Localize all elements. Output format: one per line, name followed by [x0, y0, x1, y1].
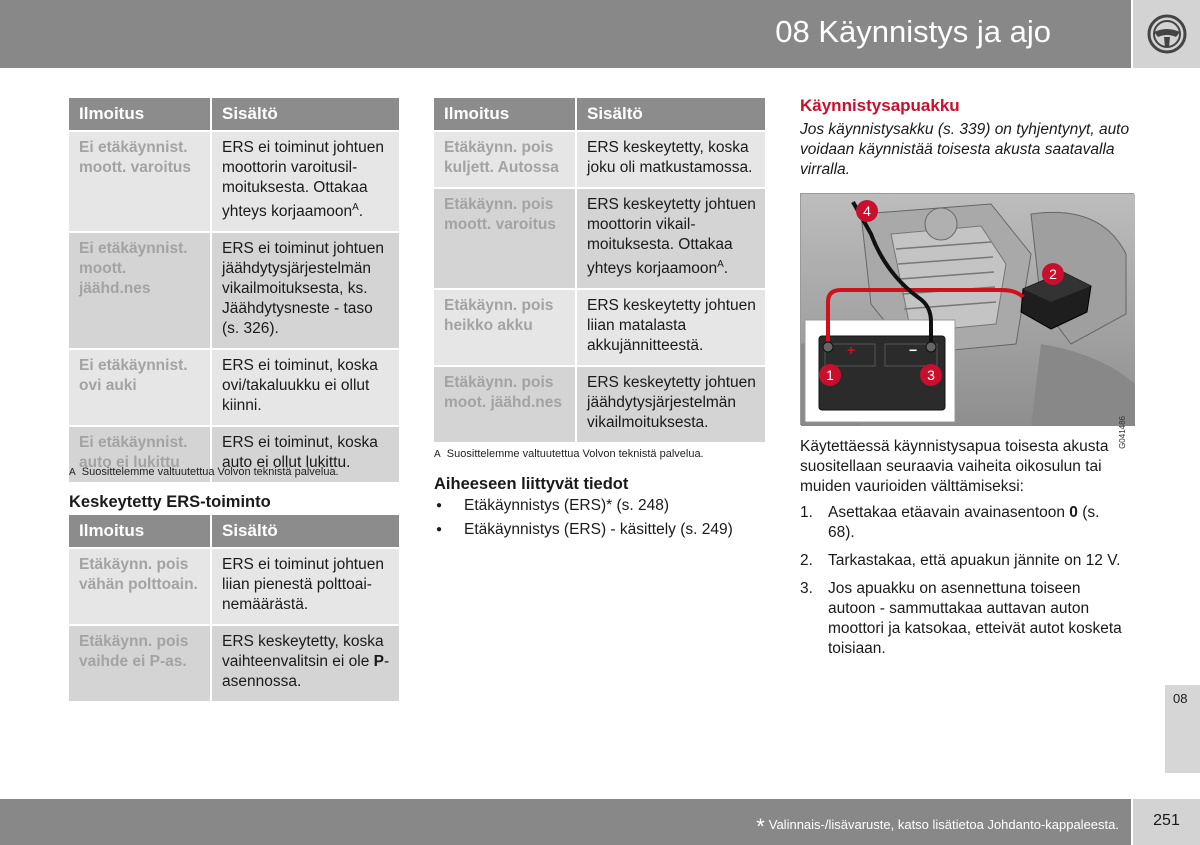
footnote-text: Suosittelemme valtuutettua Volvon teknistä palvelua. — [81, 466, 339, 478]
table-row — [69, 232, 399, 349]
table-row — [434, 366, 765, 442]
svg-text:4: 4 — [863, 203, 871, 219]
engine-bay-drawing — [801, 194, 1135, 426]
related-info-heading: Aiheeseen liittyvät tiedot — [434, 475, 629, 493]
message-content: ERS keskeytetty, koska vaihteenvalitsin ei ole P-asennossa. — [211, 625, 399, 701]
message-table-1 — [69, 98, 399, 482]
table-row — [434, 289, 765, 366]
footnote-text: Suosittelemme valtuutettua Volvon teknistä palvelua. — [446, 448, 704, 460]
message-content: ERS ei toiminut johtuen liian pienestä polttoainemäärästä. — [211, 548, 399, 625]
jumpstart-steps — [800, 503, 1130, 667]
message-label: Etäkäynn. pois vähän polttoain. — [69, 548, 211, 625]
message-content: ERS keskeytetty johtuen liian matalasta akkujännitteestä. — [576, 289, 765, 366]
message-label: Ei etäkäynnist. moott. varoitus — [69, 131, 211, 232]
callout-3 — [920, 364, 942, 386]
footnote-mark: A — [434, 449, 441, 460]
chapter-side-tab: 08 — [1165, 685, 1200, 773]
header-icon-box — [1133, 0, 1200, 68]
steering-wheel-icon — [1145, 12, 1189, 56]
column-header-message: Ilmoitus — [69, 515, 211, 548]
message-content: ERS keskeytetty, koska joku oli matkustamossa. — [576, 131, 765, 188]
message-label: Ei etäkäynnist. moott. jäähd.nes — [69, 232, 211, 349]
column-header-content: Sisältö — [211, 98, 399, 131]
column-header-message: Ilmoitus — [69, 98, 211, 131]
footer-note: * Valinnais-/lisävaruste, katso lisätietoa Johdanto-kappaleesta. — [756, 814, 1119, 839]
step-number: 1. — [800, 504, 813, 521]
svg-text:3: 3 — [927, 367, 935, 383]
message-content: ERS ei toiminut johtuen jäähdytysjärjestelmän vikailmoituksesta, ks. Jäähdytysneste - taso (s. 326). — [211, 232, 399, 349]
related-link[interactable]: ● Etäkäynnistys (ERS)* (s. 248) — [436, 494, 766, 518]
message-label: Etäkäynn. pois moot. jäähd.nes — [434, 366, 576, 442]
message-table-2 — [69, 515, 399, 701]
table-row — [434, 188, 765, 289]
list-item: 1. Asettakaa etäavain avainasentoon 0 (s. 68). — [800, 504, 1100, 541]
svg-text:1: 1 — [826, 367, 834, 383]
message-content: ERS ei toiminut, koska ovi/takaluukku ei ollut kiinni. — [211, 349, 399, 426]
table-row — [69, 349, 399, 426]
jumpstart-intro: Jos käynnistysakku (s. 339) on tyhjentynyt, auto voidaan käynnistää toisesta akusta saatavalla virralla. — [800, 121, 1130, 178]
table-row — [69, 131, 399, 232]
message-label: Etäkäynn. pois vaihde ei P-as. — [69, 625, 211, 701]
list-item: 3. Jos apuakku on asennettuna toiseen autoon - sammuttakaa auttavan auton moottori ja katsokaa, etteivät autot kosketa toisiaan. — [800, 580, 1122, 657]
message-label: Etäkäynn. pois moott. varoitus — [434, 188, 576, 289]
message-label: Ei etäkäynnist. auto ei lukittu — [69, 426, 211, 482]
section-heading-interrupted: Keskeytetty ERS-toiminto — [69, 493, 271, 511]
related-link[interactable]: ● Etäkäynnistys (ERS) - käsittely (s. 249) — [436, 518, 766, 542]
jumpstart-body: Käytettäessä käynnistysapua toisesta akusta suositellaan seuraavia vaiheita oikosulun tai muiden vaurioiden välttämiseksi: — [800, 438, 1109, 495]
footer-bar — [0, 799, 1131, 845]
step-number: 2. — [800, 552, 813, 569]
column-header-message: Ilmoitus — [434, 98, 576, 131]
message-label: Ei etäkäynnist. ovi auki — [69, 349, 211, 426]
table3-footnote — [434, 448, 704, 460]
chapter-title: 08 Käynnistys ja ajo — [775, 14, 1051, 49]
column-header-content: Sisältö — [576, 98, 765, 131]
plus-terminal-sign: + — [847, 342, 856, 358]
header-bar — [0, 0, 1131, 68]
table-row — [69, 625, 399, 701]
message-content: ERS keskeytetty johtuen jäähdytysjärjestelmän vikailmoituksesta. — [576, 366, 765, 442]
table1-footnote — [69, 466, 339, 478]
callout-2 — [1042, 263, 1064, 285]
message-content: ERS ei toiminut johtuen moottorin varoitusilmoituksesta. Ottakaa yhteys korjaamoon$^A$. — [211, 131, 399, 232]
minus-terminal-sign: − — [909, 342, 918, 358]
message-content: ERS ei toiminut, koska auto ei ollut lukittu. — [211, 426, 399, 482]
footnote-mark: A — [69, 467, 76, 478]
list-item: 2. Tarkastakaa, että apuakun jännite on 12 V. — [800, 552, 1121, 569]
message-content: ERS keskeytetty johtuen moottorin vikailmoituksesta. Ottakaa yhteys korjaamoon$^A$. — [576, 188, 765, 289]
jumpstart-illustration — [800, 193, 1134, 449]
page-number: 251 — [1133, 799, 1200, 845]
svg-text:2: 2 — [1049, 266, 1057, 282]
message-label: Etäkäynn. pois heikko akku — [434, 289, 576, 366]
optional-star: * — [756, 814, 765, 839]
related-links — [436, 494, 766, 542]
callout-1 — [819, 364, 841, 386]
jumpstart-heading: Käynnistysapuakku — [800, 96, 960, 115]
callout-4 — [856, 200, 878, 222]
step-number: 3. — [800, 580, 813, 597]
column-header-content: Sisältö — [211, 515, 399, 548]
message-label: Etäkäynn. pois kuljett. Autossa — [434, 131, 576, 188]
footnote-marker: A — [352, 202, 359, 213]
message-table-3 — [434, 98, 765, 442]
table-row — [69, 548, 399, 625]
table-row — [434, 131, 765, 188]
figure-code: G041486 — [1118, 416, 1127, 449]
footnote-marker: A — [717, 259, 724, 270]
